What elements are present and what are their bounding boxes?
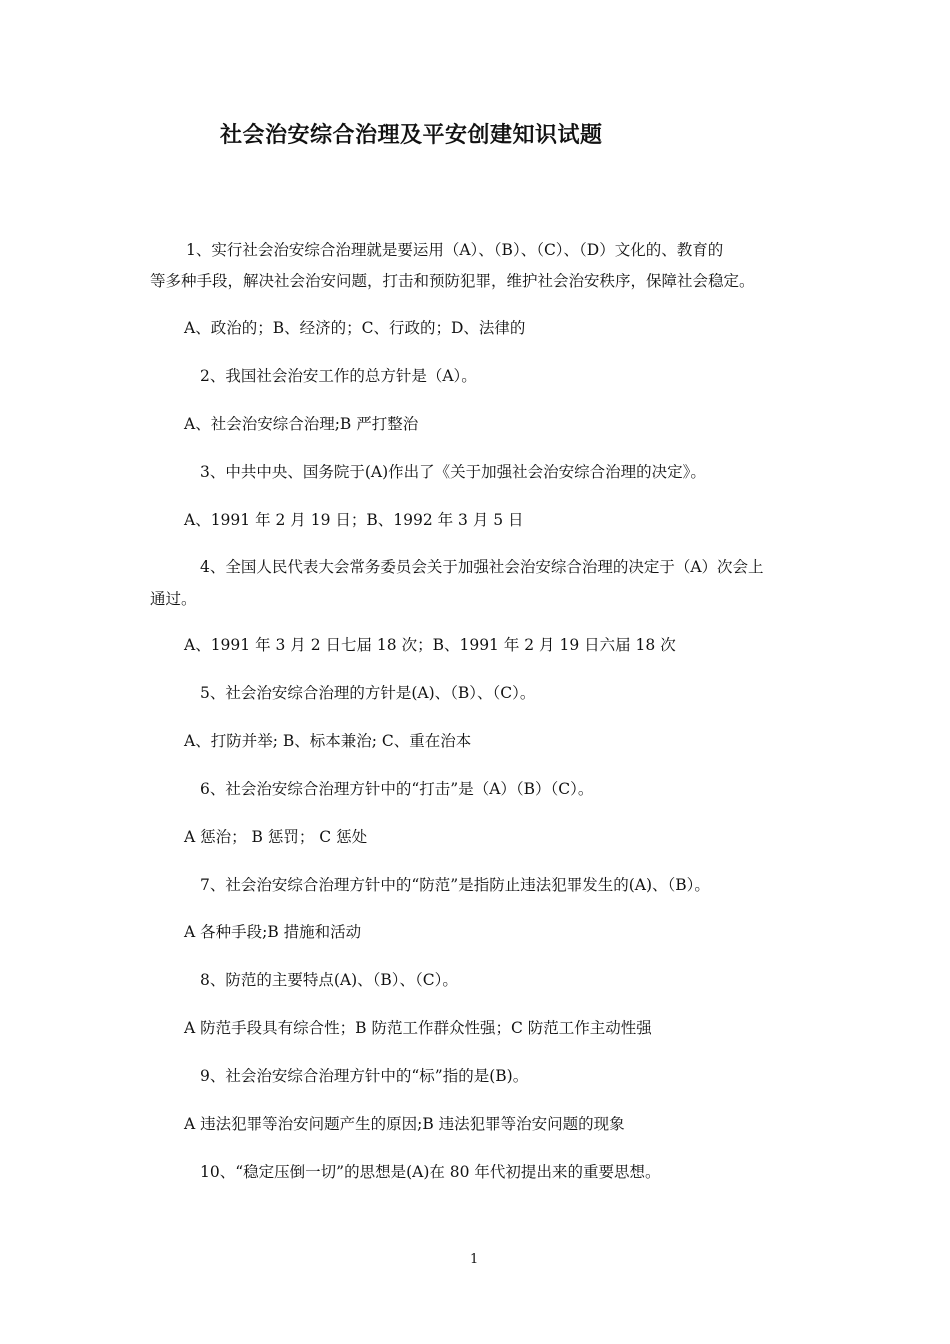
question-1-continued: 等多种手段，解决社会治安问题，打击和预防犯罪，维护社会治安秩序，保障社会稳定。 xyxy=(150,272,755,290)
page-title: 社会治安综合治理及平安创建知识试题 xyxy=(220,123,603,148)
answer-9: A 违法犯罪等治安问题产生的原因;B 违法犯罪等治安问题的现象 xyxy=(184,1115,625,1133)
answer-2: A、社会治安综合治理;B 严打整治 xyxy=(184,415,419,433)
question-5: 5、社会治安综合治理的方针是(A)、（B）、（C）。 xyxy=(200,684,536,702)
question-3: 3、中共中央、国务院于(A)作出了《关于加强社会治安综合治理的决定》。 xyxy=(200,463,706,481)
question-9: 9、社会治安综合治理方针中的“标”指的是(B)。 xyxy=(200,1067,529,1085)
question-4-continued: 通过。 xyxy=(150,590,197,608)
question-2: 2、我国社会治安工作的总方针是（A）。 xyxy=(200,367,477,385)
question-7: 7、社会治安综合治理方针中的“防范”是指防止违法犯罪发生的(A)、（B）。 xyxy=(200,876,710,894)
question-6: 6、社会治安综合治理方针中的“打击”是（A）（B）（C）。 xyxy=(200,780,594,798)
answer-6: A 惩治； B 惩罚； C 惩处 xyxy=(184,828,368,846)
answer-8: A 防范手段具有综合性；B 防范工作群众性强；C 防范工作主动性强 xyxy=(184,1019,652,1037)
answer-4: A、1991 年 3 月 2 日七届 18 次；B、1991 年 2 月 19 日六届 18 次 xyxy=(184,636,676,654)
answer-5: A、打防并举; B、标本兼治; C、重在治本 xyxy=(184,732,472,750)
question-4: 4、全国人民代表大会常务委员会关于加强社会治安综合治理的决定于（A）次会上 xyxy=(200,558,764,576)
page-number: 1 xyxy=(470,1252,479,1267)
question-8: 8、防范的主要特点(A)、（B）、（C）。 xyxy=(200,971,458,989)
question-10: 10、“稳定压倒一切”的思想是(A)在 80 年代初提出来的重要思想。 xyxy=(200,1163,661,1181)
answer-1: A、政治的；B、经济的；C、行政的；D、法律的 xyxy=(184,319,526,337)
question-1: 1、实行社会治安综合治理就是要运用（A）、（B）、（C）、（D）文化的、教育的 xyxy=(186,241,724,259)
answer-7: A 各种手段;B 措施和活动 xyxy=(184,923,362,941)
answer-3: A、1991 年 2 月 19 日；B、1992 年 3 月 5 日 xyxy=(184,511,524,529)
